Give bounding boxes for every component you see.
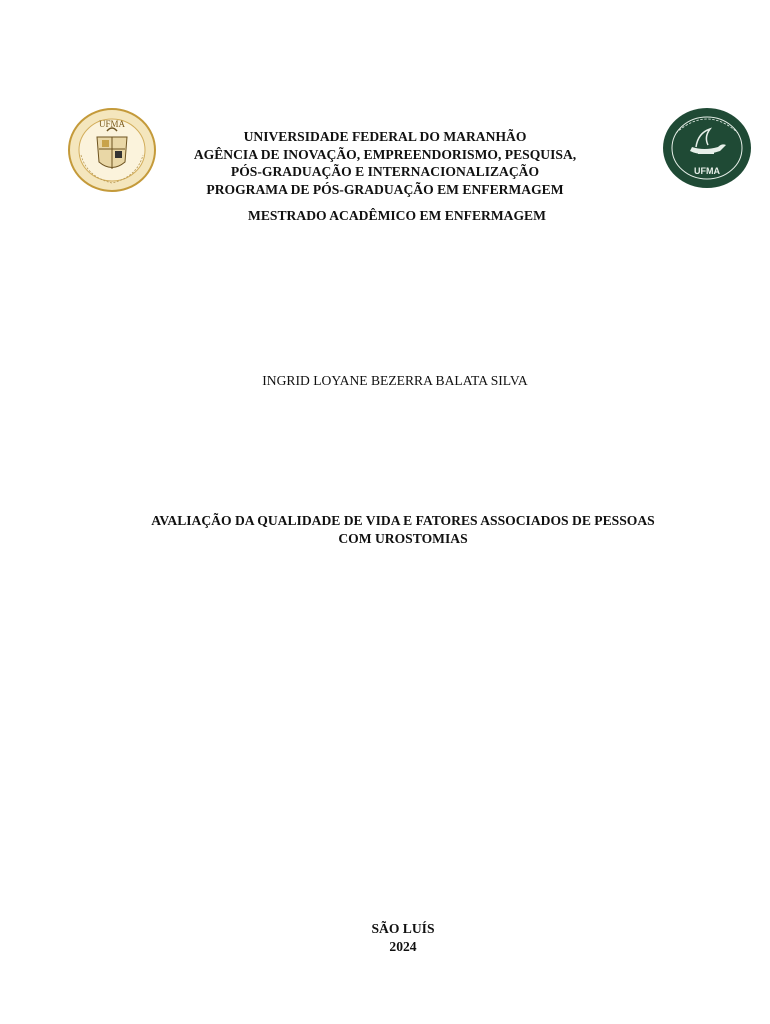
- institution-header: [0, 128, 770, 198]
- city: SÃO LUÍS: [371, 921, 435, 936]
- seal-top-text: UFMA: [98, 119, 126, 129]
- year: 2024: [389, 938, 417, 954]
- header-line-agency: AGÊNCIA DE INOVAÇÃO, EMPREENDORISMO, PESQUISA,: [193, 146, 577, 162]
- place-and-year: [0, 920, 770, 955]
- program-name: MESTRADO ACADÊMICO EM ENFERMAGEM: [248, 208, 546, 223]
- header-line-university: UNIVERSIDADE FEDERAL DO MARANHÃO: [243, 129, 527, 144]
- header-line-program: PROGRAMA DE PÓS-GRADUAÇÃO EM ENFERMAGEM: [206, 181, 564, 197]
- header-line-graduate: PÓS-GRADUAÇÃO E INTERNACIONALIZAÇÃO: [230, 164, 540, 179]
- thesis-title: [0, 512, 770, 547]
- author-name: INGRID LOYANE BEZERRA BALATA SILVA: [262, 373, 528, 388]
- thesis-title-line-1: AVALIAÇÃO DA QUALIDADE DE VIDA E FATORES ASSOCIADOS DE PESSOAS: [151, 513, 655, 528]
- emblem-bottom-text: UFMA: [694, 166, 720, 176]
- thesis-title-line-2: COM UROSTOMIAS: [338, 530, 468, 546]
